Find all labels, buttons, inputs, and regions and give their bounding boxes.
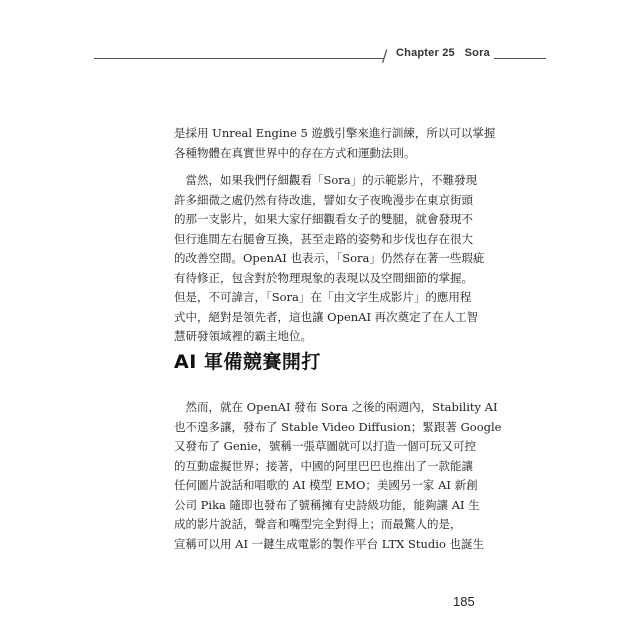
chapter-title: Sora — [464, 47, 490, 59]
text-line: 又發布了 Genie，號稱一張草圖就可以打造一個可玩又可控 — [174, 439, 477, 453]
text-line: 當然，如果我們仔細觀看「Sora」的示範影片，不難發現 — [174, 173, 478, 187]
text-line: 的那一支影片，如果大家仔細觀看女子的雙腿，就會發現不 — [174, 212, 473, 226]
header-rule-left — [94, 58, 384, 59]
text-line: 許多細微之處仍然有待改進，譬如女子夜晚漫步在東京街頭 — [174, 192, 473, 207]
running-header — [396, 47, 490, 59]
text-line: 但行進間左右腿會互換，甚至走路的姿勢和步伐也存在很大 — [174, 231, 473, 246]
text-line: 公司 Pika 隨即也發布了號稱擁有史詩級功能，能夠讓 AI 生 — [174, 497, 480, 512]
paragraph-3 — [174, 398, 502, 554]
text-line: 成的影片說話，聲音和嘴型完全對得上；而最驚人的是， — [174, 517, 462, 531]
header-separator: / — [382, 46, 388, 65]
section-heading: AI 軍備競賽開打 — [174, 351, 321, 373]
text-line: 然而，就在 OpenAI 發布 Sora 之後的兩週內，Stability AI — [174, 400, 498, 414]
text-line: 任何圖片說話和唱歌的 AI 模型 EMO；美國另一家 AI 新創 — [174, 478, 478, 492]
text-line: 有待修正，包含對於物理現象的表現以及空間細節的掌握。 — [174, 270, 473, 285]
text-line: 慧研發領域裡的霸主地位。 — [174, 329, 312, 343]
text-line: 也不遑多讓，發布了 Stable Video Diffusion；緊跟著 Google — [174, 419, 502, 434]
text-line: 式中，絕對是領先者，這也讓 OpenAI 再次奠定了在人工智 — [174, 309, 479, 324]
text-line: 各種物體在真實世界中的存在方式和運動法則。 — [174, 145, 416, 160]
text-line: 但是，不可諱言，「Sora」在「由文字生成影片」的應用程 — [174, 290, 472, 304]
text-line: 的互動虛擬世界；接著，中國的阿里巴巴也推出了一款能讓 — [174, 458, 473, 473]
paragraph-1 — [174, 124, 496, 163]
page-number: 185 — [453, 594, 475, 609]
text-line: 的改善空間。OpenAI 也表示，「Sora」仍然存在著一些瑕疵 — [174, 251, 485, 265]
paragraph-2 — [174, 171, 485, 347]
text-line: 是採用 Unreal Engine 5 遊戲引擎來進行訓練，所以可以掌握 — [174, 126, 496, 140]
chapter-label: Chapter 25 — [396, 47, 455, 59]
header-rule-right — [494, 58, 546, 59]
text-line: 宣稱可以用 AI 一鍵生成電影的製作平台 LTX Studio 也誕生 — [174, 536, 485, 551]
